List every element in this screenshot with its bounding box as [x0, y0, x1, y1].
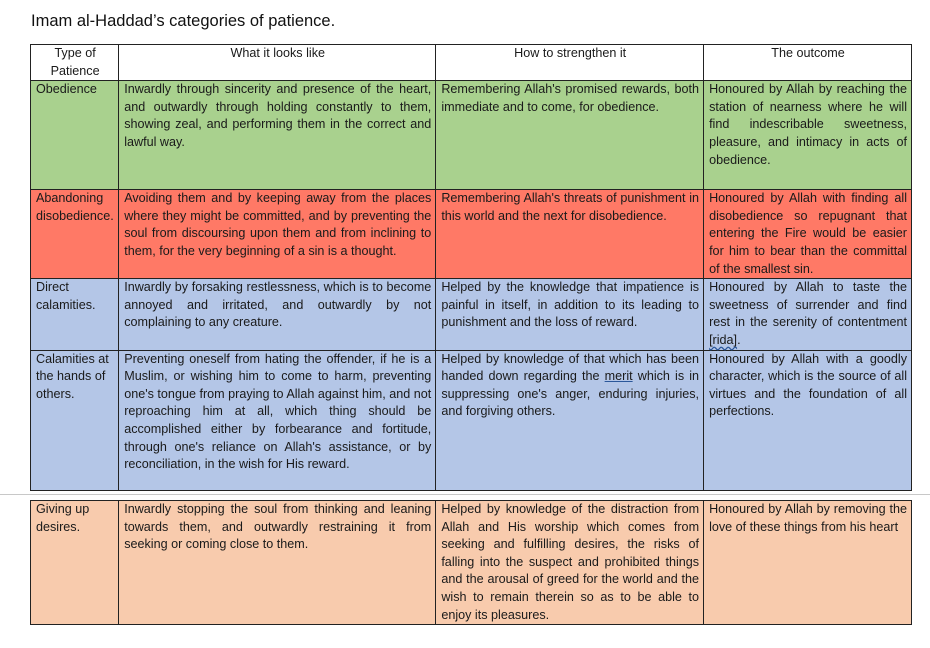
underlined-word-merit: merit	[604, 369, 633, 384]
table-header-row	[31, 45, 912, 81]
cell-outcome-text: Honoured by Allah to taste the sweetness of surrender and find rest in the serenity of contentment	[709, 280, 907, 330]
cell-strengthen-end: which is in suppressing one's anger, enduring injuries, and forgiving others.	[441, 369, 700, 419]
table-row-calamities-others	[31, 350, 912, 490]
cell-strengthen-text: Helped by knowledge of that which has been handed down regarding the	[441, 351, 700, 384]
patience-table-continued	[30, 500, 912, 625]
cell-outcome-end: .	[737, 332, 741, 347]
header-type: Type of Patience	[31, 45, 119, 81]
cell-strengthen: Remembering Allah's promised rewards, both immediate and to come, for obedience.	[436, 81, 704, 190]
cell-looks: Inwardly by forsaking restlessness, which is to become annoyed and irritated, and outwardly by not complaining to any creature.	[119, 279, 436, 350]
cell-outcome: Honoured by Allah with a goodly character, which is the source of all virtues and the foundation of all perfections.	[704, 350, 912, 490]
cell-looks: Inwardly stopping the soul from thinking and leaning towards them, and outwardly restraining it from seeking or coming close to them.	[119, 501, 436, 625]
cell-strengthen: Helped by knowledge of the distraction from Allah and His worship which comes from seeking and fulfilling desires, the risks of falling into the suspect and prohibited things and the arousal of greed for the world and the wish to remain therein so as to be able to enjoy its pleasures.	[436, 501, 704, 625]
patience-table	[30, 44, 912, 491]
cell-type: Direct calamities.	[31, 279, 119, 350]
cell-outcome: Honoured by Allah with finding all disobedience so repugnant that entering the Fire would be easier for him to bear than the committal of the smallest sin.	[704, 190, 912, 279]
cell-strengthen: Helped by the knowledge that impatience is painful in itself, in addition to its leading to punishment and the loss of reward.	[436, 279, 704, 350]
cell-outcome: Honoured by Allah by reaching the station of nearness where he will find indescribable sweetness, pleasure, and intimacy in acts of obedience.	[704, 81, 912, 190]
table-row-desires	[31, 501, 912, 625]
table-row-disobedience	[31, 190, 912, 279]
cell-looks: Preventing oneself from hating the offender, if he is a Muslim, or wishing him to come to harm, preventing one's tongue from praying to Allah against him, and not reproaching him at all, which thing should be accomplished either by forbearance and fortitude, through one's reliance on Allah's assistance, or by reconciliation, in the wish for His reward.	[119, 350, 436, 490]
spellcheck-marked-word: [rida]	[709, 332, 738, 347]
document-title: Imam al-Haddad’s categories of patience.	[31, 12, 336, 30]
cell-type: Abandoning disobedience.	[31, 190, 119, 279]
cell-type: Giving up desires.	[31, 501, 119, 625]
cell-looks: Inwardly through sincerity and presence of the heart, and outwardly through holding constantly to them, showing zeal, and performing them in the correct and lawful way.	[119, 81, 436, 190]
cell-type: Obedience	[31, 81, 119, 190]
cell-type: Calamities at the hands of others.	[31, 350, 119, 490]
page-break-divider	[0, 494, 930, 495]
cell-looks: Avoiding them and by keeping away from the places where they might be committed, and by preventing the soul from discoursing upon them and from inclining to them, for the very beginning of a sin is a thought.	[119, 190, 436, 279]
cell-strengthen	[436, 350, 704, 490]
cell-outcome: Honoured by Allah by removing the love of these things from his heart	[704, 501, 912, 625]
cell-outcome	[704, 279, 912, 350]
header-looks: What it looks like	[119, 45, 436, 81]
header-strengthen: How to strengthen it	[436, 45, 704, 81]
table-row-direct-calamities	[31, 279, 912, 350]
header-outcome: The outcome	[704, 45, 912, 81]
cell-strengthen: Remembering Allah's threats of punishment in this world and the next for disobedience.	[436, 190, 704, 279]
table-row-obedience	[31, 81, 912, 190]
